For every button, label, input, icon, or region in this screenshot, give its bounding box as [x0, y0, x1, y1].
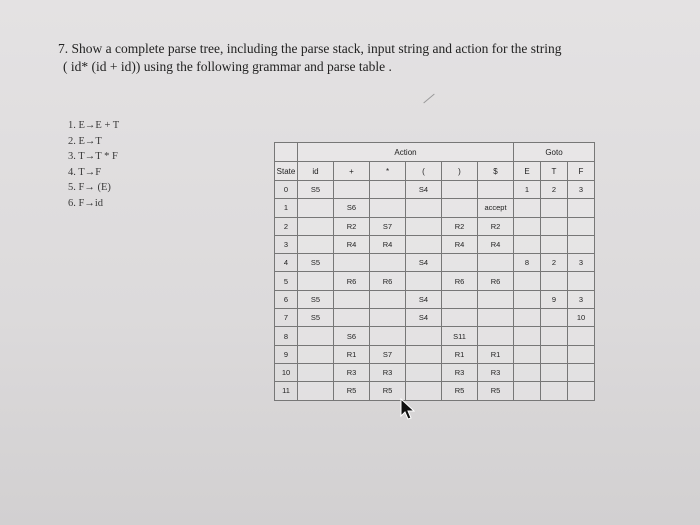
- table-cell: [298, 363, 334, 381]
- table-cell: [568, 345, 595, 363]
- column-header: (: [406, 162, 442, 181]
- group-header-row: [275, 143, 595, 162]
- state-cell: 1: [275, 199, 298, 217]
- table-cell: [568, 235, 595, 253]
- table-cell: [514, 363, 541, 381]
- column-header: *: [370, 162, 406, 181]
- table-cell: R6: [370, 272, 406, 290]
- table-cell: S4: [406, 181, 442, 199]
- table-cell: R3: [370, 363, 406, 381]
- table-cell: [442, 290, 478, 308]
- column-header: +: [334, 162, 370, 181]
- state-cell: 11: [275, 382, 298, 400]
- table-cell: R2: [442, 217, 478, 235]
- table-cell: R6: [334, 272, 370, 290]
- table-cell: R5: [442, 382, 478, 400]
- table-cell: [370, 290, 406, 308]
- table-cell: [442, 309, 478, 327]
- grammar-rule: 2. E→T: [68, 135, 102, 147]
- table-cell: [298, 345, 334, 363]
- table-cell: [406, 272, 442, 290]
- question-line-1: 7. Show a complete parse tree, including the parse stack, input string and action for the string: [58, 41, 562, 56]
- table-cell: [514, 345, 541, 363]
- table-cell: [442, 254, 478, 272]
- column-header: ): [442, 162, 478, 181]
- mouse-pointer-icon: [399, 398, 415, 420]
- table-cell: [370, 254, 406, 272]
- table-cell: [478, 254, 514, 272]
- table-cell: [298, 199, 334, 217]
- table-cell: S5: [298, 181, 334, 199]
- state-cell: 5: [275, 272, 298, 290]
- table-cell: S7: [370, 345, 406, 363]
- table-cell: [298, 272, 334, 290]
- table-cell: [568, 327, 595, 345]
- table-cell: R5: [478, 382, 514, 400]
- table-cell: [514, 327, 541, 345]
- table-cell: R4: [370, 235, 406, 253]
- table-cell: S4: [406, 254, 442, 272]
- table-cell: S6: [334, 327, 370, 345]
- table-cell: [370, 199, 406, 217]
- table-cell: [370, 309, 406, 327]
- table-cell: [568, 199, 595, 217]
- table-cell: [568, 272, 595, 290]
- table-cell: R1: [478, 345, 514, 363]
- column-header: T: [541, 162, 568, 181]
- table-cell: S6: [334, 199, 370, 217]
- column-header: id: [298, 162, 334, 181]
- table-cell: [478, 181, 514, 199]
- table-cell: [298, 217, 334, 235]
- table-cell: R2: [478, 217, 514, 235]
- table-cell: R5: [370, 382, 406, 400]
- table-row: [275, 272, 595, 290]
- table-cell: [514, 199, 541, 217]
- grammar-rule: 1. E→E + T: [68, 120, 120, 131]
- table-cell: [514, 217, 541, 235]
- table-cell: R4: [442, 235, 478, 253]
- table-row: [275, 217, 595, 235]
- table-row: [275, 290, 595, 308]
- table-cell: 1: [514, 181, 541, 199]
- table-row: [275, 309, 595, 327]
- table-cell: [442, 181, 478, 199]
- pen-mark: [423, 94, 434, 104]
- state-cell: 3: [275, 235, 298, 253]
- table-cell: 3: [568, 254, 595, 272]
- question-text: [58, 40, 648, 76]
- table-cell: S5: [298, 309, 334, 327]
- table-cell: R2: [334, 217, 370, 235]
- table-cell: [541, 235, 568, 253]
- table-cell: 3: [568, 290, 595, 308]
- grammar-rule: 4. T→F: [68, 166, 102, 178]
- table-cell: [442, 199, 478, 217]
- table-cell: [514, 309, 541, 327]
- table-cell: [541, 345, 568, 363]
- table-cell: S7: [370, 217, 406, 235]
- table-cell: [334, 309, 370, 327]
- table-cell: [334, 290, 370, 308]
- grammar-rule: 6. F→id: [68, 197, 104, 209]
- grammar-rule: 3. T→T * F: [68, 151, 118, 163]
- table-cell: S4: [406, 309, 442, 327]
- table-cell: [514, 272, 541, 290]
- table-cell: [370, 327, 406, 345]
- state-cell: 4: [275, 254, 298, 272]
- table-cell: [514, 290, 541, 308]
- table-cell: [406, 217, 442, 235]
- column-header: State: [275, 162, 298, 181]
- table-cell: [406, 199, 442, 217]
- table-row: [275, 181, 595, 199]
- parse-table: [274, 142, 595, 401]
- state-cell: 10: [275, 363, 298, 381]
- table-row: [275, 327, 595, 345]
- table-row: [275, 345, 595, 363]
- column-header: F: [568, 162, 595, 181]
- table-cell: [406, 363, 442, 381]
- table-cell: R3: [334, 363, 370, 381]
- table-cell: R4: [334, 235, 370, 253]
- table-cell: [541, 217, 568, 235]
- state-cell: 2: [275, 217, 298, 235]
- table-cell: [541, 363, 568, 381]
- table-cell: [568, 382, 595, 400]
- table-cell: S4: [406, 290, 442, 308]
- table-row: [275, 235, 595, 253]
- table-cell: [514, 235, 541, 253]
- table-cell: 3: [568, 181, 595, 199]
- table-cell: [298, 382, 334, 400]
- table-cell: R4: [478, 235, 514, 253]
- table-cell: [298, 235, 334, 253]
- table-cell: R6: [442, 272, 478, 290]
- table-cell: [541, 199, 568, 217]
- table-cell: R1: [334, 345, 370, 363]
- table-cell: [541, 327, 568, 345]
- table-cell: [406, 345, 442, 363]
- table-cell: 2: [541, 254, 568, 272]
- grammar-list: [68, 118, 119, 212]
- table-cell: R1: [442, 345, 478, 363]
- goto-header: Goto: [514, 143, 595, 162]
- question-line-2: ( id* (id + id)) using the following grammar and parse table .: [63, 59, 392, 74]
- table-cell: [370, 181, 406, 199]
- table-cell: [541, 382, 568, 400]
- state-cell: 0: [275, 181, 298, 199]
- state-cell: 8: [275, 327, 298, 345]
- header-blank-cell: [275, 143, 298, 162]
- table-cell: [334, 254, 370, 272]
- table-cell: R6: [478, 272, 514, 290]
- table-row: [275, 254, 595, 272]
- table-cell: [334, 181, 370, 199]
- table-cell: R3: [442, 363, 478, 381]
- table-cell: S5: [298, 254, 334, 272]
- table-cell: S11: [442, 327, 478, 345]
- state-cell: 7: [275, 309, 298, 327]
- column-header: E: [514, 162, 541, 181]
- table-cell: 2: [541, 181, 568, 199]
- table-cell: [406, 235, 442, 253]
- table-cell: S5: [298, 290, 334, 308]
- table-cell: [478, 309, 514, 327]
- table-cell: [541, 309, 568, 327]
- table-cell: R3: [478, 363, 514, 381]
- table-row: [275, 382, 595, 400]
- table-cell: 8: [514, 254, 541, 272]
- table-cell: 10: [568, 309, 595, 327]
- state-cell: 9: [275, 345, 298, 363]
- table-cell: [514, 382, 541, 400]
- table-cell: [568, 217, 595, 235]
- table-row: [275, 363, 595, 381]
- action-header: Action: [298, 143, 514, 162]
- state-cell: 6: [275, 290, 298, 308]
- table-cell: accept: [478, 199, 514, 217]
- table-cell: [478, 290, 514, 308]
- grammar-rule: 5. F→ (E): [68, 182, 111, 194]
- table-cell: 9: [541, 290, 568, 308]
- table-cell: [568, 363, 595, 381]
- column-header: $: [478, 162, 514, 181]
- table-cell: [478, 327, 514, 345]
- table-row: [275, 199, 595, 217]
- table-cell: [541, 272, 568, 290]
- table-cell: R5: [334, 382, 370, 400]
- table-cell: [406, 327, 442, 345]
- column-header-row: [275, 162, 595, 181]
- table-cell: [298, 327, 334, 345]
